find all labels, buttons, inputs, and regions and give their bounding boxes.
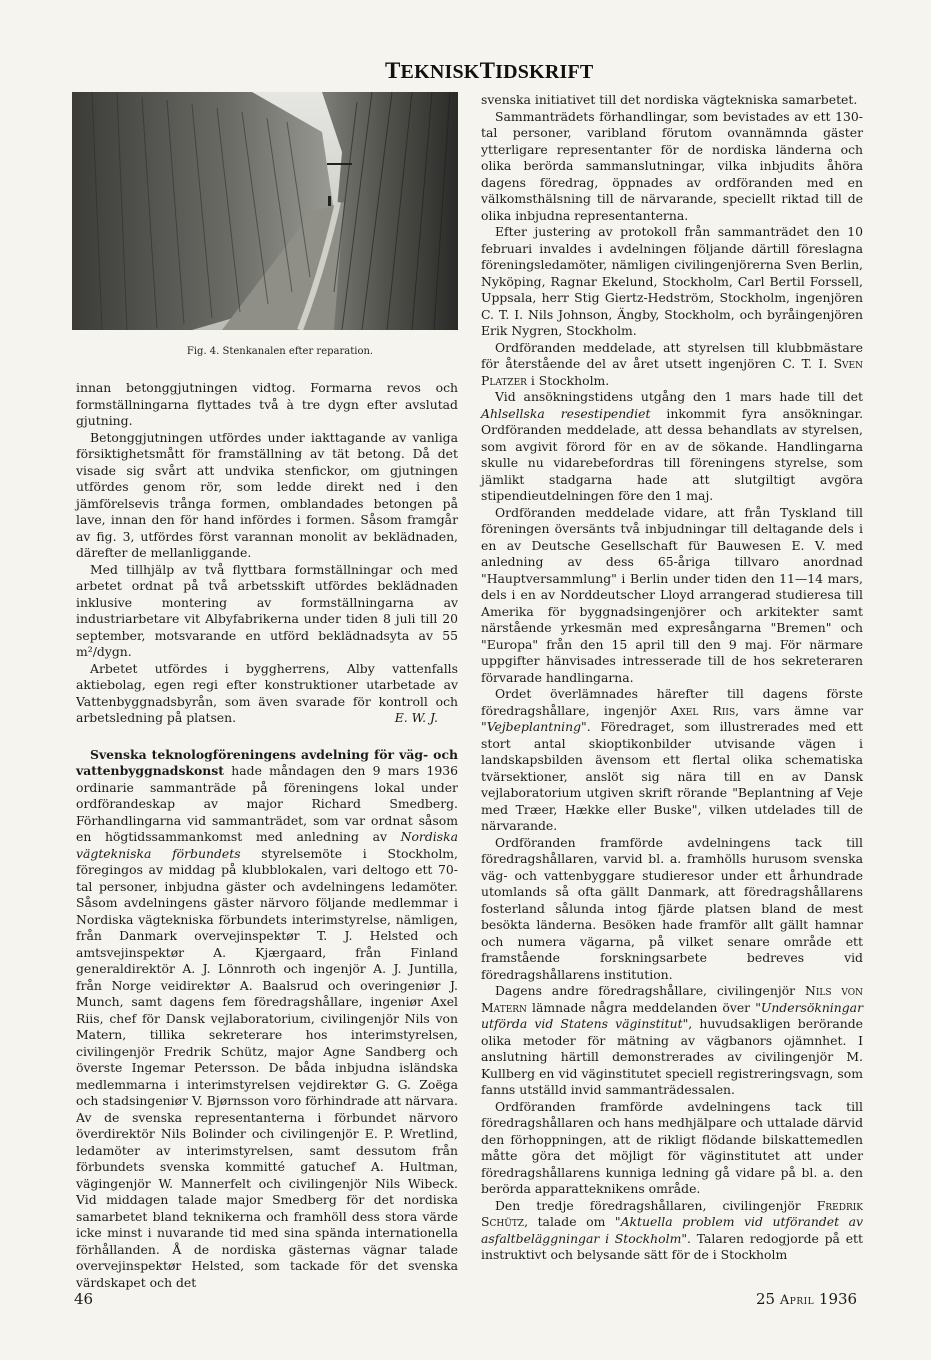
paragraph (481, 340, 863, 390)
report-heading: Svenska teknologföreningens avdelning för väg- och vattenbyggnadskonst (76, 746, 458, 778)
paragraph: Ordföranden framförde avdelningens tack till föredragshållaren, varvid bl. a. framhölls hurusom svenska väg- och vattenbyggare studieresor under ett århundrade utomlands så ofta gällt Danmark, att föredragshållarens fosterland sålunda intog fjärde platsen bland de mest besökta länderna. Besöken hade framför allt gällt hamnar och numera vägarna, på vilket senare område ett framstående forskningsarbete bedreves vid föredragshållarens institution. (481, 834, 863, 982)
paragraph (481, 389, 863, 505)
name-small-caps: Sven Platzer (481, 356, 863, 388)
figure-caption: Fig. 4. Stenkanalen efter reparation. (186, 346, 374, 357)
paragraph-text: lämnade några meddelanden över (526, 999, 756, 1015)
paragraph (76, 661, 458, 727)
paragraph-text: Vid ansökningstidens utgång den 1 mars hade till det (495, 389, 863, 404)
name-small-caps: Nils von Matern (481, 983, 864, 1015)
paragraph (481, 1198, 863, 1264)
issue-date-month: April (779, 1293, 815, 1308)
paragraph: Med tillhjälp av två flyttbara formställningar och med arbetet ordnat på två arbetsskift utfördes beklädnaden inklusive montering av formställningarna av industriarbetare vit Albyfabrikerna under tiden 8 juli till 20 september, motsvarande en utförd beklädnadsyta av 55 m²/dygn. (76, 561, 458, 659)
name-small-caps: Axel Riis (670, 702, 736, 718)
paragraph (481, 983, 863, 1099)
left-column (76, 380, 458, 1291)
paragraph: Betonggjutningen utfördes under iakttagande av vanliga försiktighetsmått för framställning av tät betong. Då det visade sig svårt att undvika stenfickor, om gjutningen utfördes genom rör, som ledde direkt ned i den jämförelsevis trånga formen, omblandades betongen på lave, innan den för hand infördes i formen. Såsom framgår av fig. 3, utfördes först varannan monolit av beklädnaden, därefter de mellanliggande. (76, 429, 458, 560)
paragraph-text: . Talaren redogjorde på ett instruktivt och belysande sätt för de i Stockholm (481, 1230, 863, 1262)
italic-text: "Aktuella problem vid utförandet av asfaltbeläggningar i Stockholm" (481, 1214, 863, 1246)
masthead-word-1: EKNISK (400, 61, 480, 83)
author-signature: E. W. J. (394, 710, 438, 725)
issue-date-day: 25 (756, 1290, 776, 1308)
paragraph: Ordföranden meddelade vidare, att från Tyskland till föreningen översänts två inbjudningar till deltagande dels i en av Deutsche Gesellschaft für Bauwesen E. V. med anledning av dess 65-åriga tillvaro anordnad "Hauptversammlung" i Berlin under tiden den 11—14 mars, dels i en av Norddeutscher Lloyd arrangerad studieresa till Amerika för byggnadsingenjörer och arkitekter samt närstående yrkesmän med expresångarna "Bremen" och "Europa" från den 15 april till den 9 maj. För närmare uppgifter hänvisades intresserade till de hos sekreteraren förvarade handlingarna. (481, 504, 863, 685)
paragraph-text: styrelsemöte i Stockholm, föregingos av middag på klubblokalen, vari deltogo ett 70-tal personer, inbjudna gäster och avdelningens ledamöter. Såsom avdelningens gäster närvoro följande medlemmar i Nordiska vägtekniska förbundets interimstyrelse, nämligen, från Danmark overvejinspektør T. J. Helsted och amtsvejinspektør A. Kjærgaard, från Finland generaldirektör A. J. Lönnroth och ingenjör A. J. Juntilla, från Norge veidirektør A. Baalsrud och overingeniør J. Munch, samt dagens fem föredragshållare, ingeniør Axel Riis, chef för Dansk vejlaboratorium, civilingenjör Nils von Matern, tillika sekreterare hos interimstyrelsen, civilingenjör Fredrik Schütz, major Agne Sandberg och överste Ingemar Petersson. De båda inbjudna isländska medlemmarna i interimstyrelsen vejdirektør G. G. Zoëga och stadsingeniør V. Bjørnsson voro förhindrade att närvara. Av de svenska representanterna i förbundet närvoro överdirektör Nils Bolinder och civilingenjör E. P. Wretlind, ledamöter av interimstyrelsen, samt dessutom från förbundets svenska kommitté gatuchef A. Hultman, vägingenjör W. Mannerfelt och civilingenjör Nils Wibeck. Vid middagen talade major Smedberg för det nordiska samarbetet bland teknikerna och framhöll dess stora värde icke minst i nuvarande tid med sina spända internationella förhållanden. Å de nordiska gästernas vägnar talade overvejinspektør Helsted, som tackade för det svenska värdskapet och det (76, 845, 458, 1290)
page-number: 46 (74, 1290, 94, 1308)
canal-photograph (72, 92, 458, 330)
paragraph-text: Den tredje föredragshållaren, civilingenjör (495, 1197, 817, 1213)
paragraph: Efter justering av protokoll från sammanträdet den 10 februari invaldes i avdelningen följande därtill föreslagna föreningsledamöter, nämligen civilingenjörerna Sven Berlin, Nyköping, Ragnar Ekelund, Stockholm, Carl Bertil Forssell, Uppsala, herr Stig Giertz-Hedström, Stockholm, ingenjören C. T. I. Nils Johnson, Ängby, Stockholm, och byråingenjören Erik Nygren, Stockholm. (481, 224, 863, 338)
paragraph-text: . Föredraget, som illustrerades med ett stort antal skioptikonbilder utvisande vägen i landskapsbilden ävensom ett flertal olika schematiska tvärsektioner, anslöt sig nära till en av Dansk vejlaboratorium utgiven skrift rörande "Beplantning af Veje med Træer, Hække eller Buske", vilken utdelades till de närvarande. (481, 719, 863, 833)
paragraph-text: Ordet överlämnades härefter till dagens förste föredragshållare, ingenjör (481, 686, 863, 718)
issue-date (756, 1290, 857, 1308)
paragraph-text: i Stockholm. (526, 372, 610, 388)
paragraph-text: inkommit fyra ansökningar. Ordföranden meddelade, att dessa behandlats av styrelsen, som avgivit förord för en av de sökande. Handlingarna skulle nu vidarebefordras till föreningens styrelse, som jämlikt stadgarna hade att slutgiltigt avgöra stipendieutdelningen före den 1 maj. (481, 405, 864, 503)
paragraph-text: Ordföranden meddelade, att styrelsen till klubbmästare för återstående del av året utsett ingenjören C. T. I. (481, 339, 863, 371)
name-small-caps: Fredrik Schütz (481, 1197, 863, 1229)
masthead-initial-1: T (385, 58, 401, 83)
italic-text: "Undersökningar utförda vid Statens väginstitut" (481, 999, 863, 1031)
paragraph-text: , huvudsakligen berörande olika metoder för mätning av vägbanors ojämnhet. I anslutning härtill demonstrerades av civilingenjör M. Kullberg en vid väginstitutet speciell registreringsvagn, som fanns utställd invid sammanträdessalen. (481, 1016, 863, 1097)
italic-text: "Vejbeplantning" (481, 719, 587, 734)
paragraph (481, 686, 863, 835)
report-paragraph (76, 747, 458, 1292)
paragraph: Ordföranden framförde avdelningens tack till föredragshållaren och hans medhjälpare och uttalade därvid den förhoppningen, att de rikligt flödande bilskattemedlen måtte göra det möjligt för väginstitutet att under föredragshållarens kunniga ledning gå vidare på bl. a. den berörda apparatteknikens område. (481, 1098, 863, 1196)
paragraph-text: , vars ämne var (735, 702, 864, 718)
paragraph-text: Dagens andre föredragshållare, civilingenjör (495, 983, 805, 998)
paragraph: svenska initiativet till det nordiska vägtekniska samarbetet. (481, 92, 858, 107)
italic-text: Ahlsellska resestipendiet (481, 405, 651, 421)
right-column (481, 92, 863, 1264)
paragraph-text: hade måndagen den 9 mars 1936 ordinarie sammanträde på föreningens lokal under ordförandeskap av major Richard Smedberg. Förhandlingarna vid sammanträdet, som var ordnat såsom en högtidssammankomst med anledning av (76, 763, 458, 844)
paragraph: innan betonggjutningen vidtog. Formarna revos och formställningarna flyttades två à tre dygn efter avslutad gjutning. (76, 380, 458, 428)
issue-date-year: 1936 (818, 1290, 858, 1308)
paragraph: Sammanträdets förhandlingar, som bevistades av ett 130-tal personer, varibland förutom ovannämnda gäster ytterligare representanter för de nordiska länderna och olika berörda sammanslutningar, vilka inbjudits åhöra dagens föredrag, öppnades av ordföranden med en välkomsthälsning till de närvarande, speciellt riktad till de olika inbjudna representanterna. (481, 108, 863, 223)
paragraph-text: , talade om (524, 1214, 615, 1229)
masthead (385, 58, 594, 84)
masthead-word-2: IDSKRIFT (495, 61, 594, 83)
paragraph-text: Arbetet utfördes i byggherrens, Alby vattenfalls aktiebolag, egen regi efter konstruktioner utarbetade av Vattenbyggnadsbyrån, som även svarade för kontroll och arbetsledning på platsen. (76, 660, 458, 725)
masthead-initial-2: T (479, 58, 496, 83)
italic-text: Nordiska vägtekniska förbundets (76, 829, 458, 861)
